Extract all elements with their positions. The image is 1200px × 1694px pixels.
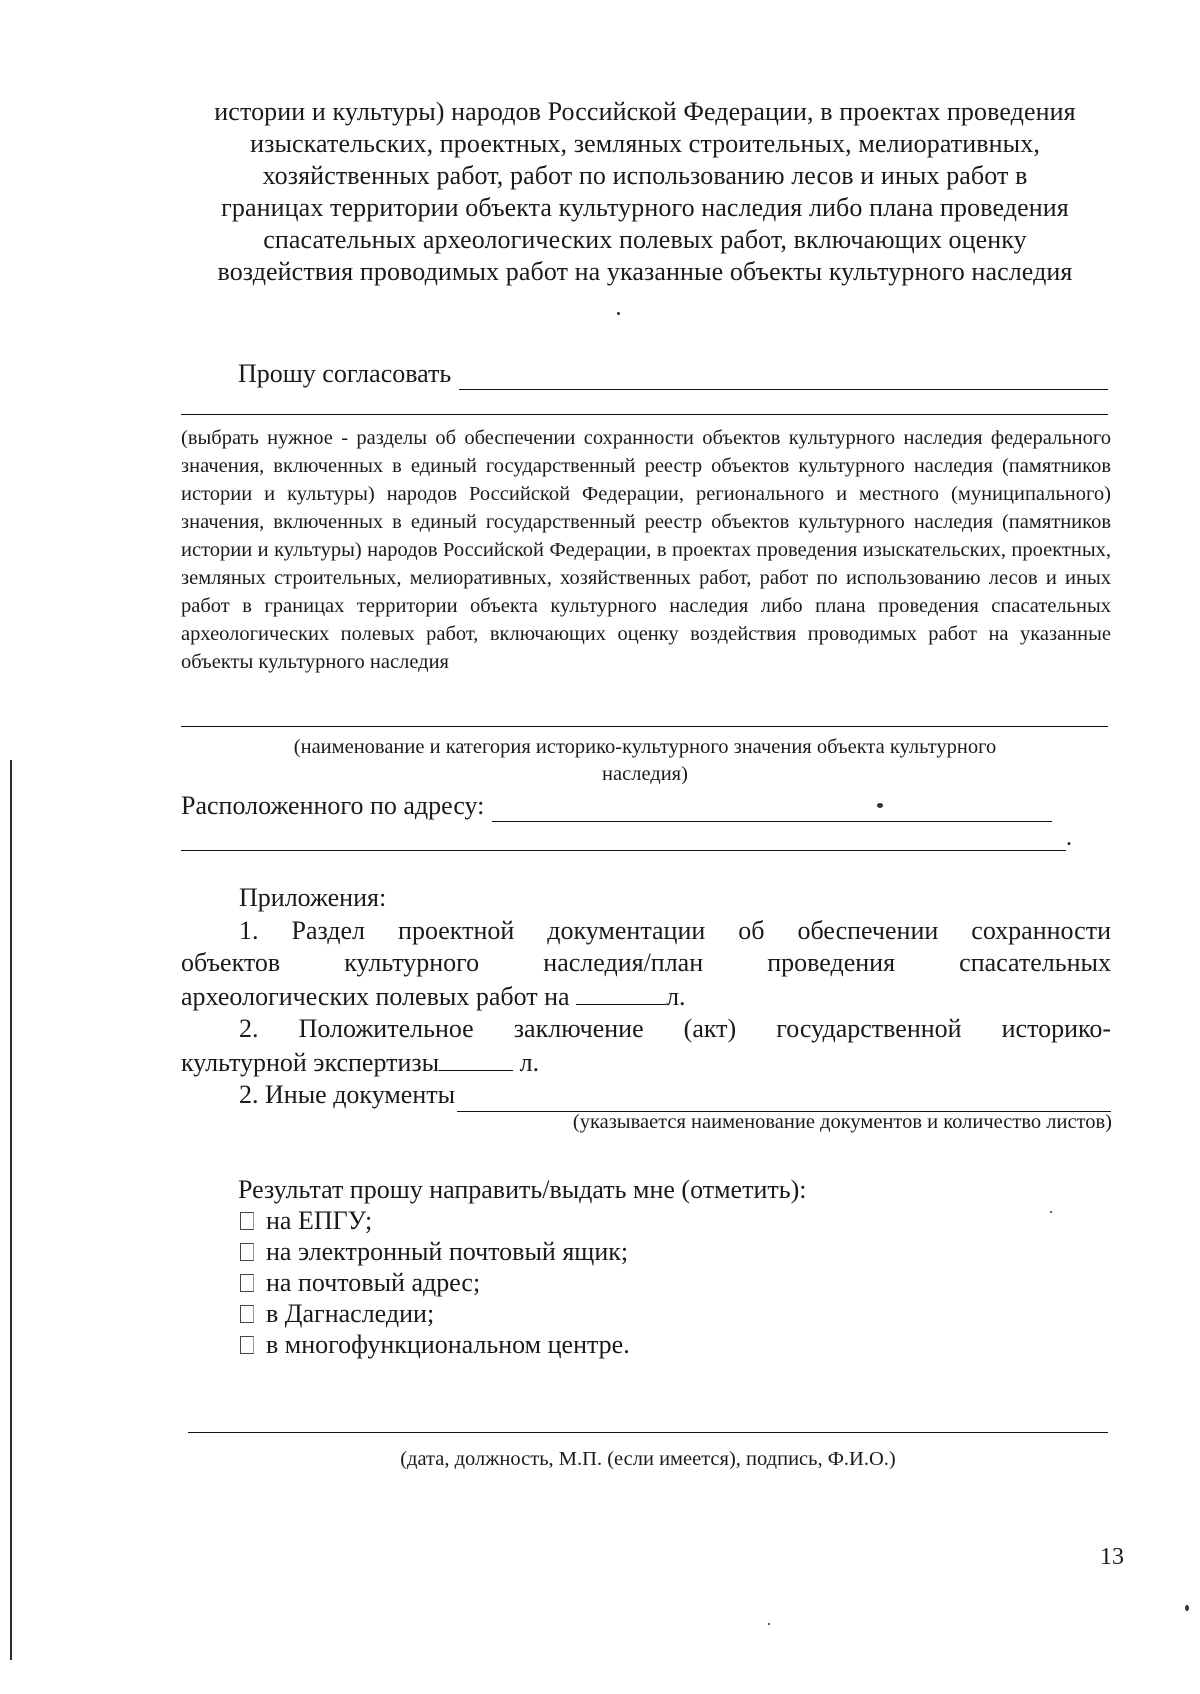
page-number: 13 [1100,1544,1124,1570]
heading-line: хозяйственных работ, работ по использованию лесов и иных работ в [262,161,1028,190]
address-end-mark: . [1066,825,1072,851]
heading-line: воздействия проводимых работ на указанные объекты культурного наследия [217,257,1073,286]
checkbox-icon[interactable] [240,1274,254,1292]
form-heading [180,96,1110,288]
result-option[interactable] [238,1329,806,1360]
object-hint-line: (наименование и категория историко-культурного значения объекта культурного [293,736,997,758]
scan-speck [617,312,620,315]
checkbox-icon[interactable] [240,1212,254,1230]
attachment-3-label: 2. Иные документы [239,1080,456,1109]
attachment-1-pages-field[interactable] [576,980,666,1005]
attachment-2-line: 2. Положительное заключение (акт) государственной историко- [239,1014,1111,1043]
heading-line: истории и культуры) народов Российской Федерации, в проектах проведения [214,97,1076,126]
heading-line: границах территории объекта культурного наследия либо плана проведения [221,193,1069,222]
address-label: Расположенного по адресу: [181,791,485,820]
scan-speck [1050,1211,1052,1213]
address-blank-line-2[interactable] [181,850,1066,851]
object-name-blank-line[interactable] [181,726,1108,727]
attachment-1-line: 1. Раздел проектной документации об обеспечении сохранности [239,915,1111,945]
checkbox-icon[interactable] [240,1336,254,1354]
address-blank-field[interactable] [492,793,1052,822]
result-option[interactable] [238,1298,806,1329]
checkbox-icon[interactable] [240,1305,254,1323]
object-name-hint [200,734,1090,788]
attachment-3-row [181,1079,1111,1112]
address-row [181,790,1081,822]
attachment-1-suffix: л. [666,981,686,1011]
attachment-2-line [181,1046,1111,1080]
result-option-label: на электронный почтовый ящик; [266,1237,629,1266]
attachment-2-prefix: культурной экспертизы [181,1047,440,1077]
scan-speck [877,803,883,808]
attachment-1-line [181,980,1111,1014]
other-documents-field[interactable] [457,1085,1111,1112]
signature-line[interactable] [188,1432,1108,1433]
scan-edge-line [10,760,12,1660]
result-section [238,1174,806,1360]
result-heading: Результат прошу направить/выдать мне (отметить): [238,1175,807,1204]
approve-blank-line-2[interactable] [181,414,1108,415]
result-option-label: на ЕПГУ; [266,1206,373,1235]
object-hint-line: наследия) [602,763,688,785]
scan-speck [1185,1605,1189,1611]
result-option[interactable] [238,1205,806,1236]
checkbox-icon[interactable] [240,1243,254,1261]
approve-blank-field[interactable] [459,361,1108,390]
attachment-2-pages-field[interactable] [439,1046,513,1071]
result-option-label: на почтовый адрес; [266,1268,481,1297]
attachment-1-line: объектов культурного наследия/план проведения спасательных [181,948,1111,977]
result-option-label: в Дагнаследии; [266,1299,435,1328]
result-option[interactable] [238,1236,806,1267]
approve-row [238,358,1108,390]
approve-label: Прошу согласовать [238,359,452,388]
attachments-heading: Приложения: [239,883,387,912]
attachment-2-suffix: л. [519,1047,540,1077]
result-option-label: в многофункциональном центре. [266,1330,630,1359]
heading-line: изыскательских, проектных, земляных строительных, мелиоративных, [250,129,1040,158]
attachments-section [181,882,1111,1112]
signature-hint: (дата, должность, М.П. (если имеется), подпись, Ф.И.О.) [400,1448,896,1470]
scan-speck [768,1623,770,1625]
approve-hint: (выбрать нужное - разделы об обеспечении сохранности объектов культурного наследия федерального значения, включенных в единый государственный реестр объектов культурного наследия (памятников истории и культуры) народов Российской Федерации, регионального и местного (муниципального) значения, включенных в единый государственный реестр объектов культурного наследия (памятников истории и культуры) народов Российской Федерации, в проектах проведения изыскательских, проектных, земляных строительных, мелиоративных, хозяйственных работ, работ по использованию лесов и иных работ в границах территории объекта культурного наследия либо плана проведения спасательных археологических полевых работ, включающих оценку воздействия проводимых работ на указанные объекты культурного наследия [181,427,1111,673]
heading-line: спасательных археологических полевых работ, включающих оценку [263,225,1027,254]
attachment-1-prefix: археологических полевых работ на [181,981,570,1011]
result-option[interactable] [238,1267,806,1298]
other-documents-hint: (указывается наименование документов и количество листов) [572,1111,1112,1133]
